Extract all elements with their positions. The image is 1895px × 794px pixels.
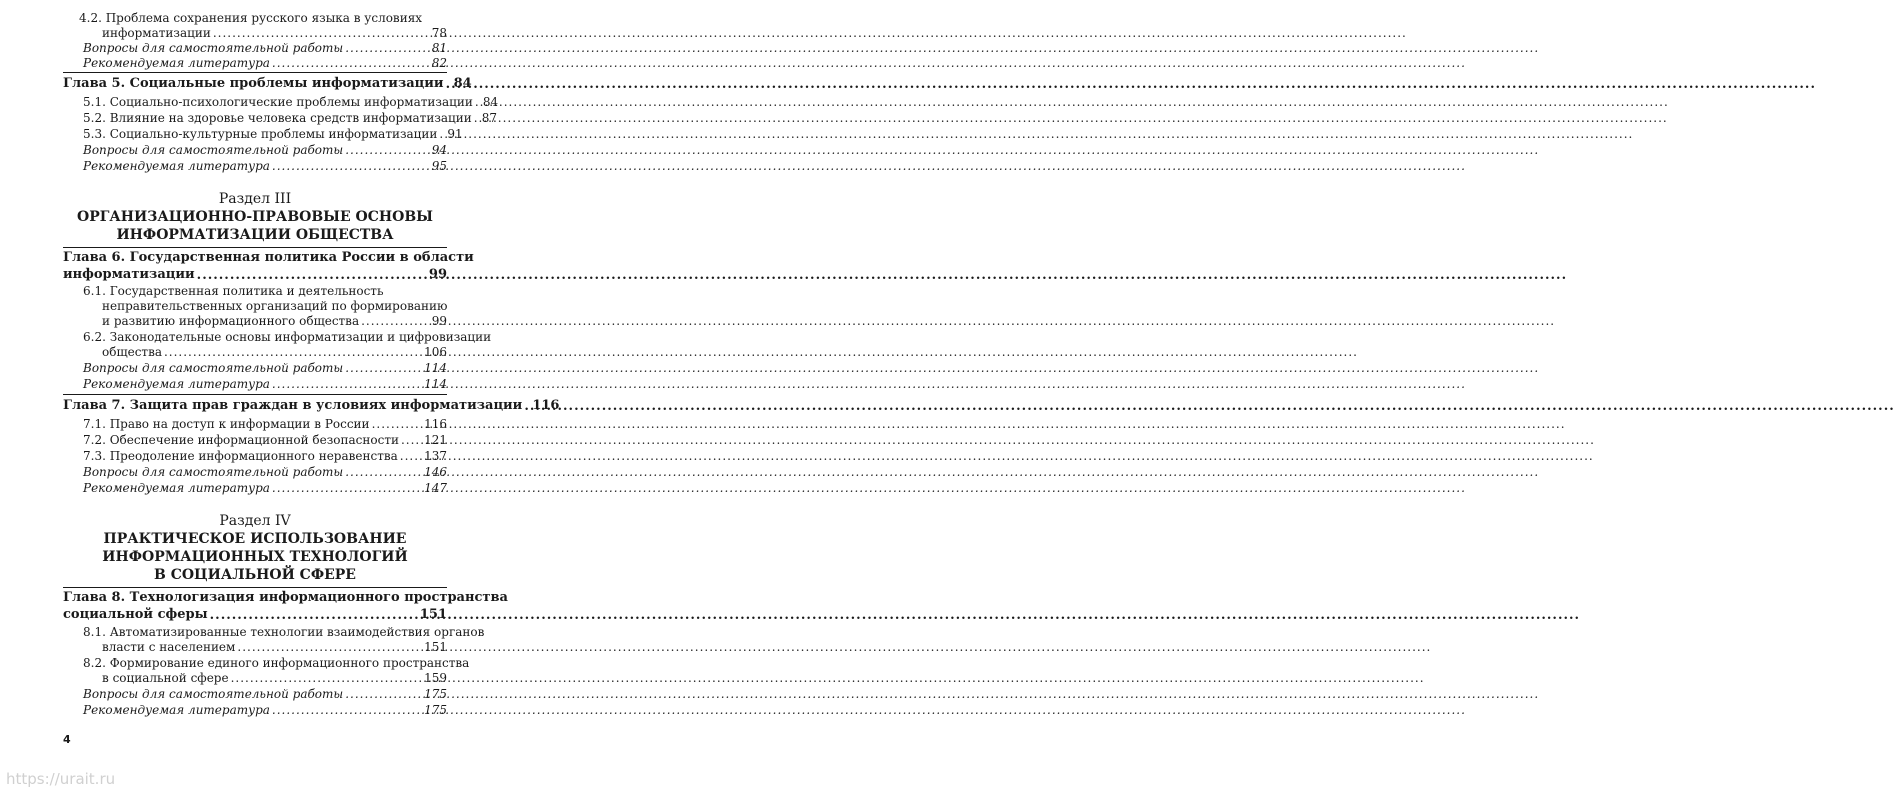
toc-page-number: 121 <box>424 433 447 447</box>
toc-entry-title: Вопросы для самостоятельной работы <box>83 143 344 157</box>
watermark-url: https://urait.ru <box>6 770 116 788</box>
toc-entry-5-3[interactable] <box>83 127 463 142</box>
toc-entry-title: 5.2. Влияние на здоровье человека средств информатизации <box>83 111 472 125</box>
chapter-rule <box>63 587 447 588</box>
leader-dots <box>345 687 422 702</box>
toc-entry-7-1[interactable] <box>83 417 447 432</box>
toc-chapter-7[interactable] <box>63 398 560 414</box>
toc-entry-title: 8.1. Автоматизированные технологии взаимодействия органов <box>83 625 485 639</box>
toc-chapter-title: Глава 7. Защита прав граждан в условиях информатизации <box>63 398 523 413</box>
leader-dots <box>475 95 481 110</box>
toc-entry-8-2[interactable] <box>83 656 470 671</box>
toc-entry-title: 8.2. Формирование единого информационного пространства <box>83 656 470 670</box>
toc-questions-6[interactable] <box>83 361 447 376</box>
toc-entry-title: 7.3. Преодоление информационного неравенства <box>83 449 398 463</box>
section-header-3 <box>63 190 447 244</box>
leader-dots <box>345 143 430 158</box>
toc-page-number: 91 <box>447 127 463 141</box>
toc-page-number: 84 <box>453 76 472 91</box>
toc-entry-7-2[interactable] <box>83 433 447 448</box>
toc-entry-6-1-cont2[interactable] <box>102 314 447 329</box>
toc-entry-title: 4.2. Проблема сохранения русского языка в условиях <box>79 11 423 25</box>
toc-entry-title: 5.3. Социально-культурные проблемы информатизации <box>83 127 438 141</box>
toc-page-number: 114 <box>424 377 447 391</box>
chapter-rule <box>63 394 447 395</box>
toc-literature-5[interactable] <box>83 159 447 174</box>
toc-entry-title: 7.1. Право на доступ к информации в России <box>83 417 370 431</box>
toc-page-number: 78 <box>431 26 447 40</box>
toc-page-number: 116 <box>532 398 560 413</box>
leader-dots <box>446 77 452 92</box>
toc-page-number: 99 <box>431 314 447 328</box>
section-title-line: ИНФОРМАТИЗАЦИИ ОБЩЕСТВА <box>116 227 394 243</box>
toc-literature-6[interactable] <box>83 377 447 392</box>
toc-entry-title: общества <box>102 345 162 359</box>
toc-page-number: 84 <box>482 95 499 109</box>
toc-entry-title: Вопросы для самостоятельной работы <box>83 465 344 479</box>
chapter-rule <box>63 72 447 73</box>
leader-dots <box>524 399 530 414</box>
toc-questions-8[interactable] <box>83 687 447 702</box>
leader-dots <box>237 640 422 655</box>
leader-dots <box>345 41 430 56</box>
section-label: Раздел III <box>218 191 292 207</box>
toc-entry-8-1-cont[interactable] <box>102 640 447 655</box>
toc-page-number: 87 <box>481 111 498 125</box>
leader-dots <box>272 159 430 174</box>
section-label: Раздел IV <box>219 513 291 529</box>
toc-page-number: 82 <box>431 56 447 70</box>
section-title-line: ОРГАНИЗАЦИОННО-ПРАВОВЫЕ ОСНОВЫ <box>77 209 433 225</box>
toc-entry-5-2[interactable] <box>83 111 498 126</box>
section-title-line: ПРАКТИЧЕСКОЕ ИСПОЛЬЗОВАНИЕ <box>103 531 407 547</box>
leader-dots <box>439 127 445 142</box>
leader-dots <box>474 111 480 126</box>
leader-dots <box>197 268 427 283</box>
toc-page-number: 151 <box>424 640 447 654</box>
leader-dots <box>372 417 423 432</box>
toc-page <box>0 0 560 794</box>
toc-entry-5-1[interactable] <box>83 95 499 110</box>
toc-chapter-6-cont[interactable] <box>63 267 447 283</box>
toc-literature-4[interactable] <box>83 56 447 71</box>
leader-dots <box>400 449 422 464</box>
toc-questions-7[interactable] <box>83 465 447 480</box>
toc-entry-title: Вопросы для самостоятельной работы <box>83 41 344 55</box>
toc-chapter-title: Глава 6. Государственная политика России в области <box>63 250 474 265</box>
leader-dots <box>272 703 422 718</box>
toc-chapter-title: информатизации <box>63 267 195 282</box>
toc-chapter-title: Глава 5. Социальные проблемы информатизации <box>63 76 444 91</box>
toc-page-number: 175 <box>424 703 447 717</box>
toc-chapter-title: социальной сферы <box>63 607 208 622</box>
toc-entry-title: 7.2. Обеспечение информационной безопасности <box>83 433 399 447</box>
toc-literature-8[interactable] <box>83 703 447 718</box>
toc-page-number: 175 <box>424 687 447 701</box>
toc-chapter-5[interactable] <box>63 76 472 92</box>
leader-dots <box>401 433 422 448</box>
toc-entry-4-2-cont[interactable] <box>102 26 447 41</box>
toc-entry-title: неправительственных организаций по формированию <box>102 299 448 313</box>
toc-entry-title: власти с населением <box>102 640 236 654</box>
toc-entry-title: и развитию информационного общества <box>102 314 360 328</box>
toc-entry-title: Вопросы для самостоятельной работы <box>83 687 344 701</box>
section-title-line: ИНФОРМАЦИОННЫХ ТЕХНОЛОГИЙ <box>102 549 408 565</box>
toc-entry-title: Рекомендуемая литература <box>83 703 270 717</box>
leader-dots <box>361 314 430 329</box>
toc-chapter-title: Глава 8. Технологизация информационного пространства <box>63 590 508 605</box>
toc-page-number: 106 <box>424 345 447 359</box>
toc-page-number: 114 <box>424 361 447 375</box>
toc-entry-title: Вопросы для самостоятельной работы <box>83 361 344 375</box>
toc-page-number: 95 <box>431 159 447 173</box>
toc-chapter-8[interactable] <box>63 590 508 606</box>
leader-dots <box>210 608 418 623</box>
toc-page-number: 146 <box>424 465 447 479</box>
toc-page-number: 99 <box>428 267 447 282</box>
chapter-rule <box>63 247 447 248</box>
toc-entry-title: Рекомендуемая литература <box>83 159 270 173</box>
toc-literature-7[interactable] <box>83 481 447 496</box>
toc-entry-title: 6.1. Государственная политика и деятельность <box>83 284 384 298</box>
toc-page-number: 147 <box>424 481 447 495</box>
toc-chapter-6[interactable] <box>63 250 474 266</box>
toc-questions-4[interactable] <box>83 41 447 56</box>
toc-entry-title: в социальной сфере <box>102 671 229 685</box>
toc-entry-6-2[interactable] <box>83 330 492 345</box>
page-folio: 4 <box>63 733 71 746</box>
toc-entry-7-3[interactable] <box>83 449 447 464</box>
toc-entry-title: 5.1. Социально-психологические проблемы информатизации <box>83 95 473 109</box>
leader-dots <box>272 56 430 71</box>
toc-page-number: 116 <box>424 417 447 431</box>
toc-page-number: 159 <box>424 671 447 685</box>
toc-page-number: 94 <box>431 143 447 157</box>
toc-questions-5[interactable] <box>83 143 447 158</box>
toc-entry-8-2-cont[interactable] <box>102 671 447 686</box>
leader-dots <box>345 465 422 480</box>
toc-entry-6-1[interactable] <box>83 284 447 299</box>
toc-entry-title: 6.2. Законодательные основы информатизации и цифровизации <box>83 330 492 344</box>
leader-dots <box>272 481 422 496</box>
toc-entry-4-2[interactable] <box>79 11 447 26</box>
toc-entry-title: Рекомендуемая литература <box>83 377 270 391</box>
leader-dots <box>231 671 423 686</box>
toc-entry-title: Рекомендуемая литература <box>83 56 270 70</box>
toc-page-number: 81 <box>431 41 447 55</box>
toc-entry-6-1-cont[interactable] <box>102 299 447 314</box>
section-header-4 <box>63 512 447 584</box>
toc-entry-title: Рекомендуемая литература <box>83 481 270 495</box>
toc-chapter-8-cont[interactable] <box>63 607 447 623</box>
leader-dots <box>164 345 422 360</box>
leader-dots <box>272 377 422 392</box>
toc-page-number: 151 <box>419 607 447 622</box>
toc-page-number: 137 <box>424 449 447 463</box>
section-title-line: В СОЦИАЛЬНОЙ СФЕРЕ <box>154 567 356 583</box>
leader-dots <box>345 361 422 376</box>
toc-entry-title: информатизации <box>102 26 211 40</box>
toc-entry-8-1[interactable] <box>83 625 485 640</box>
leader-dots <box>213 26 430 41</box>
toc-entry-6-2-cont[interactable] <box>102 345 447 360</box>
